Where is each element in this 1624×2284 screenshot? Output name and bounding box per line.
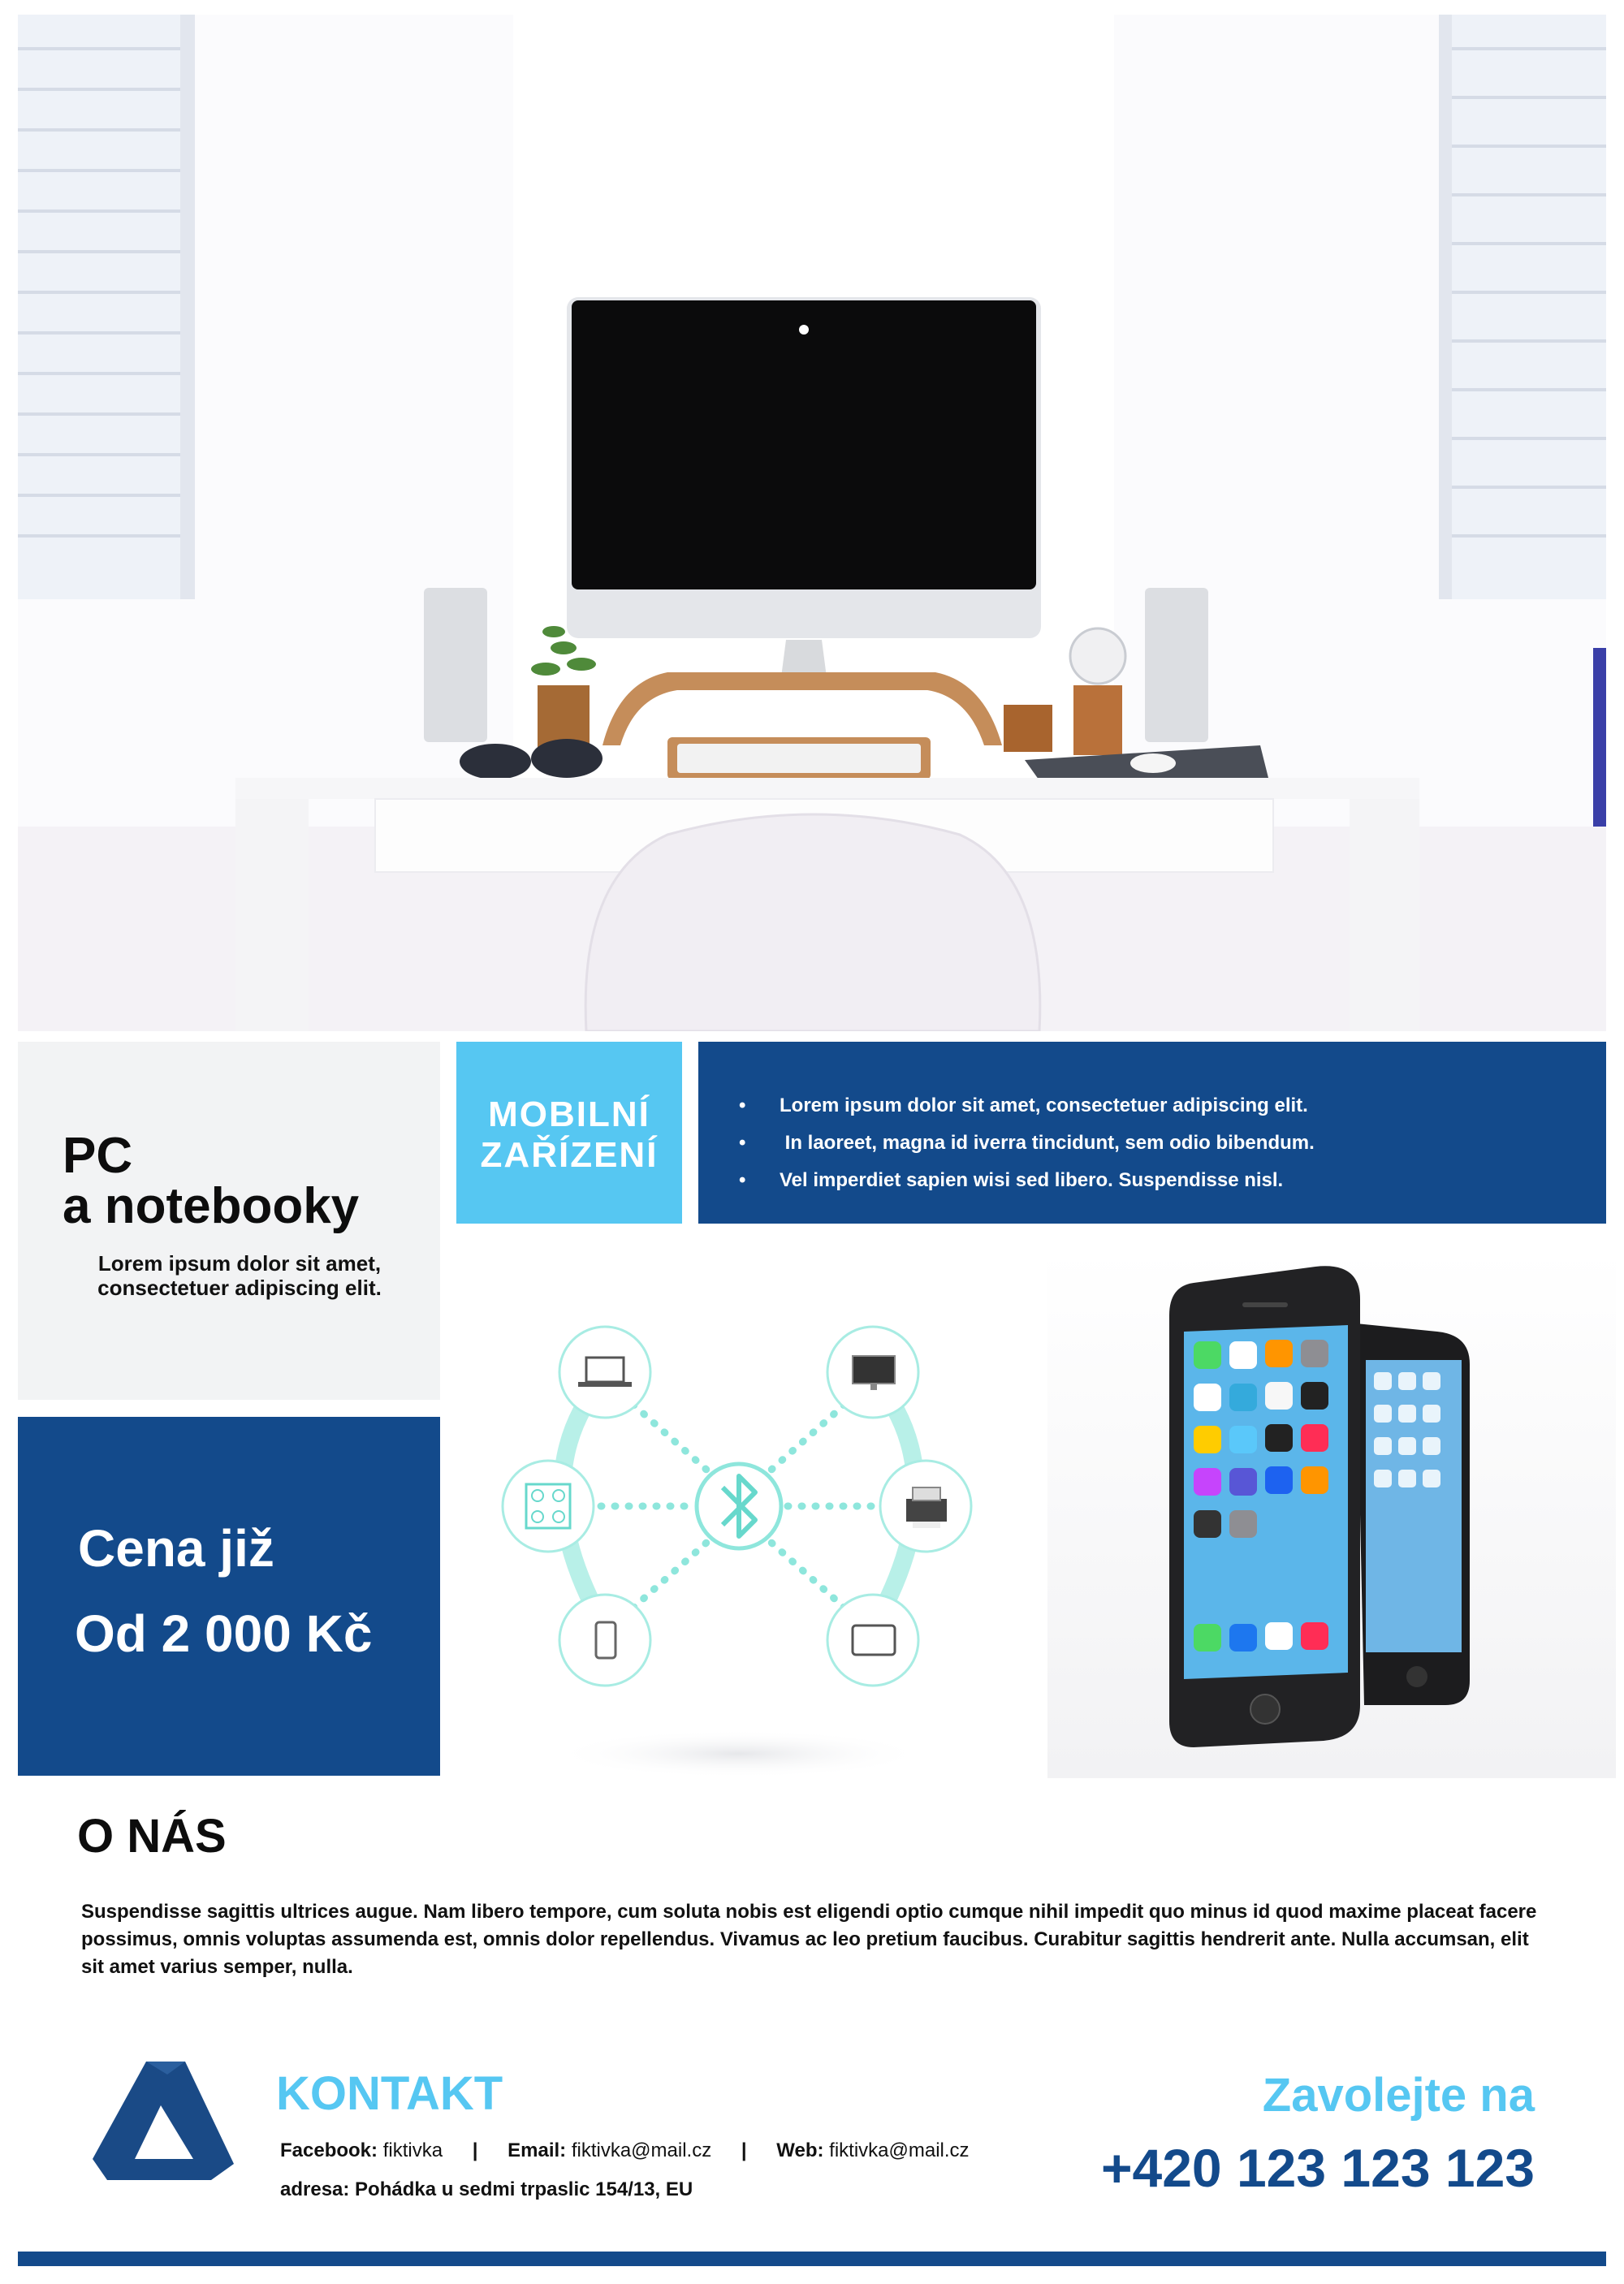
- pc-title-line2: a notebooky: [63, 1178, 360, 1234]
- facebook-link[interactable]: fiktivka: [382, 2139, 443, 2161]
- separator: |: [741, 2139, 747, 2161]
- email-label: Email:: [508, 2139, 567, 2161]
- mobile-devices-label: [456, 1095, 682, 1176]
- bullet-glyph: •: [739, 1095, 746, 1116]
- separator: |: [472, 2139, 478, 2161]
- smartphone-front-icon: [1169, 1266, 1360, 1747]
- triangle-logo-icon: [89, 2058, 235, 2188]
- about-title: O NÁS: [77, 1810, 227, 1863]
- smartphone-back-icon: [1356, 1323, 1470, 1705]
- bullet-glyph: •: [739, 1169, 746, 1191]
- features-panel: [698, 1042, 1606, 1224]
- bottom-bar: [18, 2252, 1606, 2266]
- tablet-icon: [853, 1626, 895, 1655]
- call-label: Zavolejte na: [1262, 2069, 1535, 2122]
- phone-icon: [596, 1622, 615, 1658]
- web-link[interactable]: fiktivka@mail.cz: [829, 2139, 970, 2161]
- company-logo: [89, 2058, 235, 2188]
- contact-heading: KONTAKT: [276, 2067, 503, 2120]
- hero-desk-photo: [18, 15, 1606, 1031]
- price-panel: [18, 1417, 440, 1776]
- contact-details: [280, 2139, 970, 2162]
- pc-description-line1: Lorem ipsum dolor sit amet,: [97, 1251, 382, 1276]
- address: adresa: Pohádka u sedmi trpaslic 154/13, EU: [280, 2178, 693, 2200]
- pc-description: [65, 1251, 414, 1300]
- phone-number[interactable]: +420 123 123 123: [1100, 2138, 1535, 2198]
- mobile-label-line1: MOBILNÍ: [488, 1095, 650, 1134]
- facebook-label: Facebook:: [280, 2139, 378, 2161]
- list-item: [739, 1125, 1315, 1162]
- about-text: Suspendisse sagittis ultrices augue. Nam libero tempore, cum soluta nobis est eligendi optio cumque nihil impedit quo minus id quod maxime placeat facere possimus, omnis voluptas assumenda est, omnis dolor repellendus. Vivamus ac leo pretium faucibus. Curabitur sagittis hendrerit ante. Nulla accumsan, elit sit amet varius semper, nulla.: [81, 1901, 1537, 1978]
- feature-text: Lorem ipsum dolor sit amet, consectetuer adipiscing elit.: [780, 1095, 1308, 1116]
- email-link[interactable]: fiktivka@mail.cz: [571, 2139, 712, 2161]
- pc-title: [63, 1128, 360, 1234]
- list-item: [739, 1162, 1315, 1199]
- smartphones-photo: [1047, 1250, 1616, 1778]
- bluetooth-connectivity-graphic: [487, 1299, 991, 1786]
- features-list: [739, 1087, 1315, 1199]
- smartphones-illustration: [1047, 1250, 1606, 1778]
- connectivity-illustration: [487, 1299, 991, 1786]
- list-item: [739, 1087, 1315, 1125]
- desk-scene-illustration: [18, 15, 1606, 1031]
- feature-text: In laoreet, magna id iverra tincidunt, sem odio bibendum.: [780, 1132, 1315, 1154]
- mobile-devices-panel: [456, 1042, 682, 1224]
- price-line1: Cena již: [78, 1519, 274, 1578]
- web-label: Web:: [776, 2139, 824, 2161]
- feature-text: Vel imperdiet sapien wisi sed libero. Suspendisse nisl.: [780, 1169, 1284, 1191]
- speaker-icon: [526, 1484, 570, 1528]
- laptop-icon: [578, 1358, 632, 1387]
- pc-notebooky-panel: [18, 1042, 440, 1400]
- pc-title-line1: PC: [63, 1128, 133, 1184]
- price-line2: Od 2 000 Kč: [75, 1604, 373, 1663]
- mobile-label-line2: ZAŘÍZENÍ: [480, 1135, 659, 1175]
- bullet-glyph: •: [739, 1132, 746, 1154]
- pc-description-line2: consectetuer adipiscing elit.: [97, 1276, 382, 1300]
